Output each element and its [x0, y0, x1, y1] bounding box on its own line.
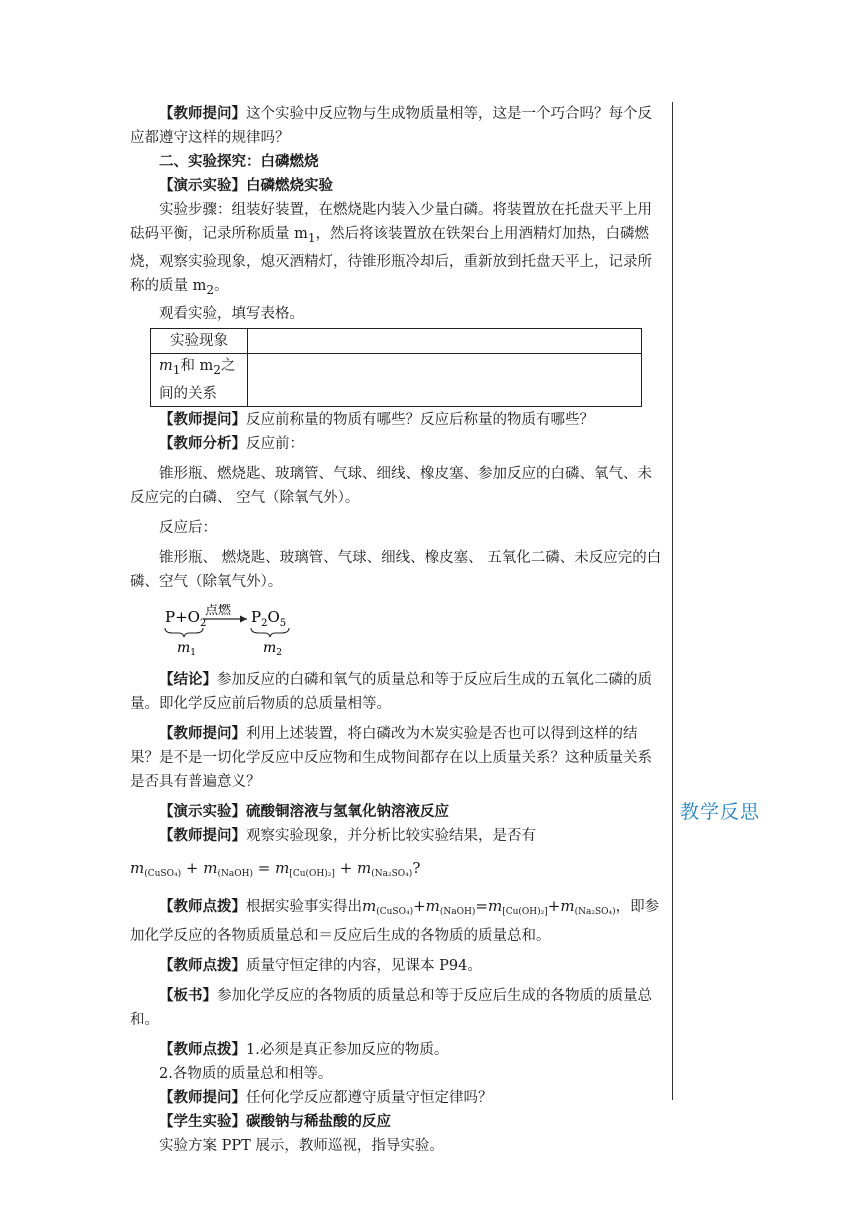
arrow-head-icon: [240, 615, 247, 622]
table-cell-empty[interactable]: [248, 328, 642, 353]
text: 碳酸钠与稀盐酸的反应: [246, 1112, 391, 1130]
paragraph: [130, 408, 665, 432]
text: 之间的关系: [159, 357, 236, 402]
question-mark: ?: [412, 858, 421, 877]
paragraph: 观看实验，填写表格。: [159, 305, 304, 322]
condition-label: 点燃: [205, 603, 232, 618]
paragraph: 反应后：: [159, 519, 217, 536]
tag: 【教师提问】: [159, 1088, 246, 1106]
m1: m: [159, 357, 173, 374]
m: m: [487, 896, 503, 915]
text: 。: [214, 277, 229, 294]
tag: 【结论】: [159, 670, 217, 688]
m1-label: $m_1$: [177, 639, 197, 656]
plus: +: [547, 896, 561, 915]
text: 硫酸铜溶液与氢氧化钠溶液反应: [246, 802, 449, 820]
tag: 【教师提问】: [159, 410, 246, 428]
text: 参加化学反应的各物质的质量总和等于反应后生成的各物质的质量总和。: [130, 987, 652, 1028]
text: 根据实验事实得出: [246, 898, 362, 915]
tag: 【教师分析】: [159, 434, 246, 452]
m: m: [560, 896, 575, 915]
text: 1.必须是真正参加反应的物质。: [246, 1041, 449, 1058]
text: ，然后将该装置放在铁架台上用酒精灯加热，白磷燃烧，观察实验现象，熄灭酒精灯，待锥形瓶冷却后，重新放到托盘天平上，记录所称的质量 m: [130, 226, 652, 294]
paragraph: [130, 954, 665, 978]
m: m: [425, 896, 440, 915]
paragraph: [130, 800, 665, 824]
subscript: (NaOH): [217, 868, 253, 879]
paragraph: 锥形瓶、 燃烧匙、玻璃管、气球、细线、橡皮塞、 五氧化二磷、未反应完的白磷、空气（除氧气外）。: [130, 549, 662, 590]
text: 和 m: [180, 357, 214, 374]
column-divider: [672, 102, 673, 1100]
teaching-reflection-label: 教学反思: [680, 801, 761, 823]
paragraph: [130, 722, 665, 794]
tag: 【教师点拨】: [159, 956, 246, 974]
subscript: [Cu(OH)₂]: [289, 868, 335, 879]
table-cell: 实验现象: [151, 328, 248, 353]
brace-left: [165, 628, 203, 637]
brace-right: [251, 628, 289, 637]
subscript: 2: [206, 282, 215, 297]
section-heading: 二、实验探究：白磷燃烧: [159, 153, 319, 170]
paragraph: [130, 1110, 665, 1134]
subscript: (NaOH): [439, 906, 476, 917]
text: ，即参加化学反应的各物质质量总和＝反应后生成的各物质的质量总和。: [130, 898, 660, 944]
text: 反应前：: [246, 435, 304, 452]
text: 实验步骤：组装好装置，在燃烧匙内装入少量白磷。将装置放在托盘天平上用砝码平衡，记录所称质量 m: [130, 202, 652, 242]
lesson-content: [130, 102, 665, 1158]
m: m: [203, 858, 218, 877]
plus: +: [185, 858, 199, 877]
subscript: (CuSO₄): [144, 868, 182, 879]
subscript: 1: [172, 362, 181, 377]
m: m: [130, 858, 145, 877]
plus: +: [339, 858, 353, 877]
table-row: [151, 353, 642, 406]
equals: =: [257, 858, 271, 877]
m: m: [362, 896, 377, 915]
m: m: [275, 858, 290, 877]
subscript: [Cu(OH)₂]: [502, 906, 548, 917]
reactants: $P+O_2$: [165, 607, 207, 629]
paragraph: 实验方案 PPT 展示，教师巡视，指导实验。: [159, 1137, 444, 1154]
tag: 【教师提问】: [159, 826, 246, 844]
tag: 【教师提问】: [159, 105, 246, 122]
m2-label: $m_2$: [263, 639, 283, 656]
paragraph: [130, 174, 665, 198]
paragraph: [130, 102, 665, 150]
tag: 【演示实验】: [159, 177, 246, 194]
subscript: (Na₂SO₄): [371, 868, 413, 879]
subscript: 1: [307, 230, 316, 245]
table-cell: [151, 353, 248, 406]
tag: 【学生实验】: [159, 1112, 246, 1130]
paragraph: [130, 198, 665, 302]
reaction-svg: [163, 604, 333, 656]
paragraph: [130, 894, 665, 948]
tag: 【教师点拨】: [159, 897, 246, 915]
text: 任何化学反应都遵守质量守恒定律吗？: [246, 1089, 493, 1106]
paragraph: [130, 984, 665, 1032]
mass-equation: [130, 856, 665, 886]
reaction-diagram: [163, 604, 665, 656]
text: 利用上述装置，将白磷改为木炭实验是否也可以得到这样的结果？是不是一切化学反应中反应物和生成物间都存在以上质量关系？这种质量关系是否具有普遍意义？: [130, 725, 652, 790]
equals: =: [475, 896, 488, 915]
tag: 【板书】: [159, 986, 217, 1004]
text: 观察实验现象，并分析比较实验结果，是否有: [246, 827, 536, 844]
paragraph: [130, 1038, 665, 1062]
paragraph: 2.各物质的质量总和相等。: [159, 1065, 333, 1082]
subscript: (CuSO₄): [376, 906, 414, 917]
table-cell-empty[interactable]: [248, 353, 642, 406]
product: $P_2O_5$: [251, 607, 287, 629]
subscript: 2: [213, 362, 221, 377]
tag: 【教师提问】: [159, 724, 246, 742]
text: 这个实验中反应物与生成物质量相等，这是一个巧合吗？每个反应都遵守这样的规律吗？: [130, 106, 652, 146]
paragraph: 锥形瓶、燃烧匙、玻璃管、气球、细线、橡皮塞、参加反应的白磷、氧气、未反应完的白磷、 空气（除氧气外）。: [130, 465, 652, 506]
paragraph: [130, 668, 665, 716]
text: 反应前称量的物质有哪些？反应后称量的物质有哪些？: [246, 411, 594, 428]
text: 白磷燃烧实验: [246, 177, 333, 194]
subscript: (Na₂SO₄): [574, 906, 616, 917]
plus: +: [413, 896, 426, 915]
table-row: [151, 328, 642, 353]
inline-equation: [362, 897, 616, 915]
text: 参加反应的白磷和氧气的质量总和等于反应后生成的五氧化二磷的质量。即化学反应前后物质的总质量相等。: [130, 671, 652, 712]
paragraph: [130, 1086, 665, 1110]
tag: 【演示实验】: [159, 802, 246, 820]
text: 质量守恒定律的内容，见课本 P94。: [246, 957, 482, 974]
observation-table: [150, 328, 642, 407]
m: m: [357, 858, 372, 877]
paragraph: [130, 824, 665, 848]
tag: 【教师点拨】: [159, 1040, 246, 1058]
paragraph: [130, 432, 665, 456]
